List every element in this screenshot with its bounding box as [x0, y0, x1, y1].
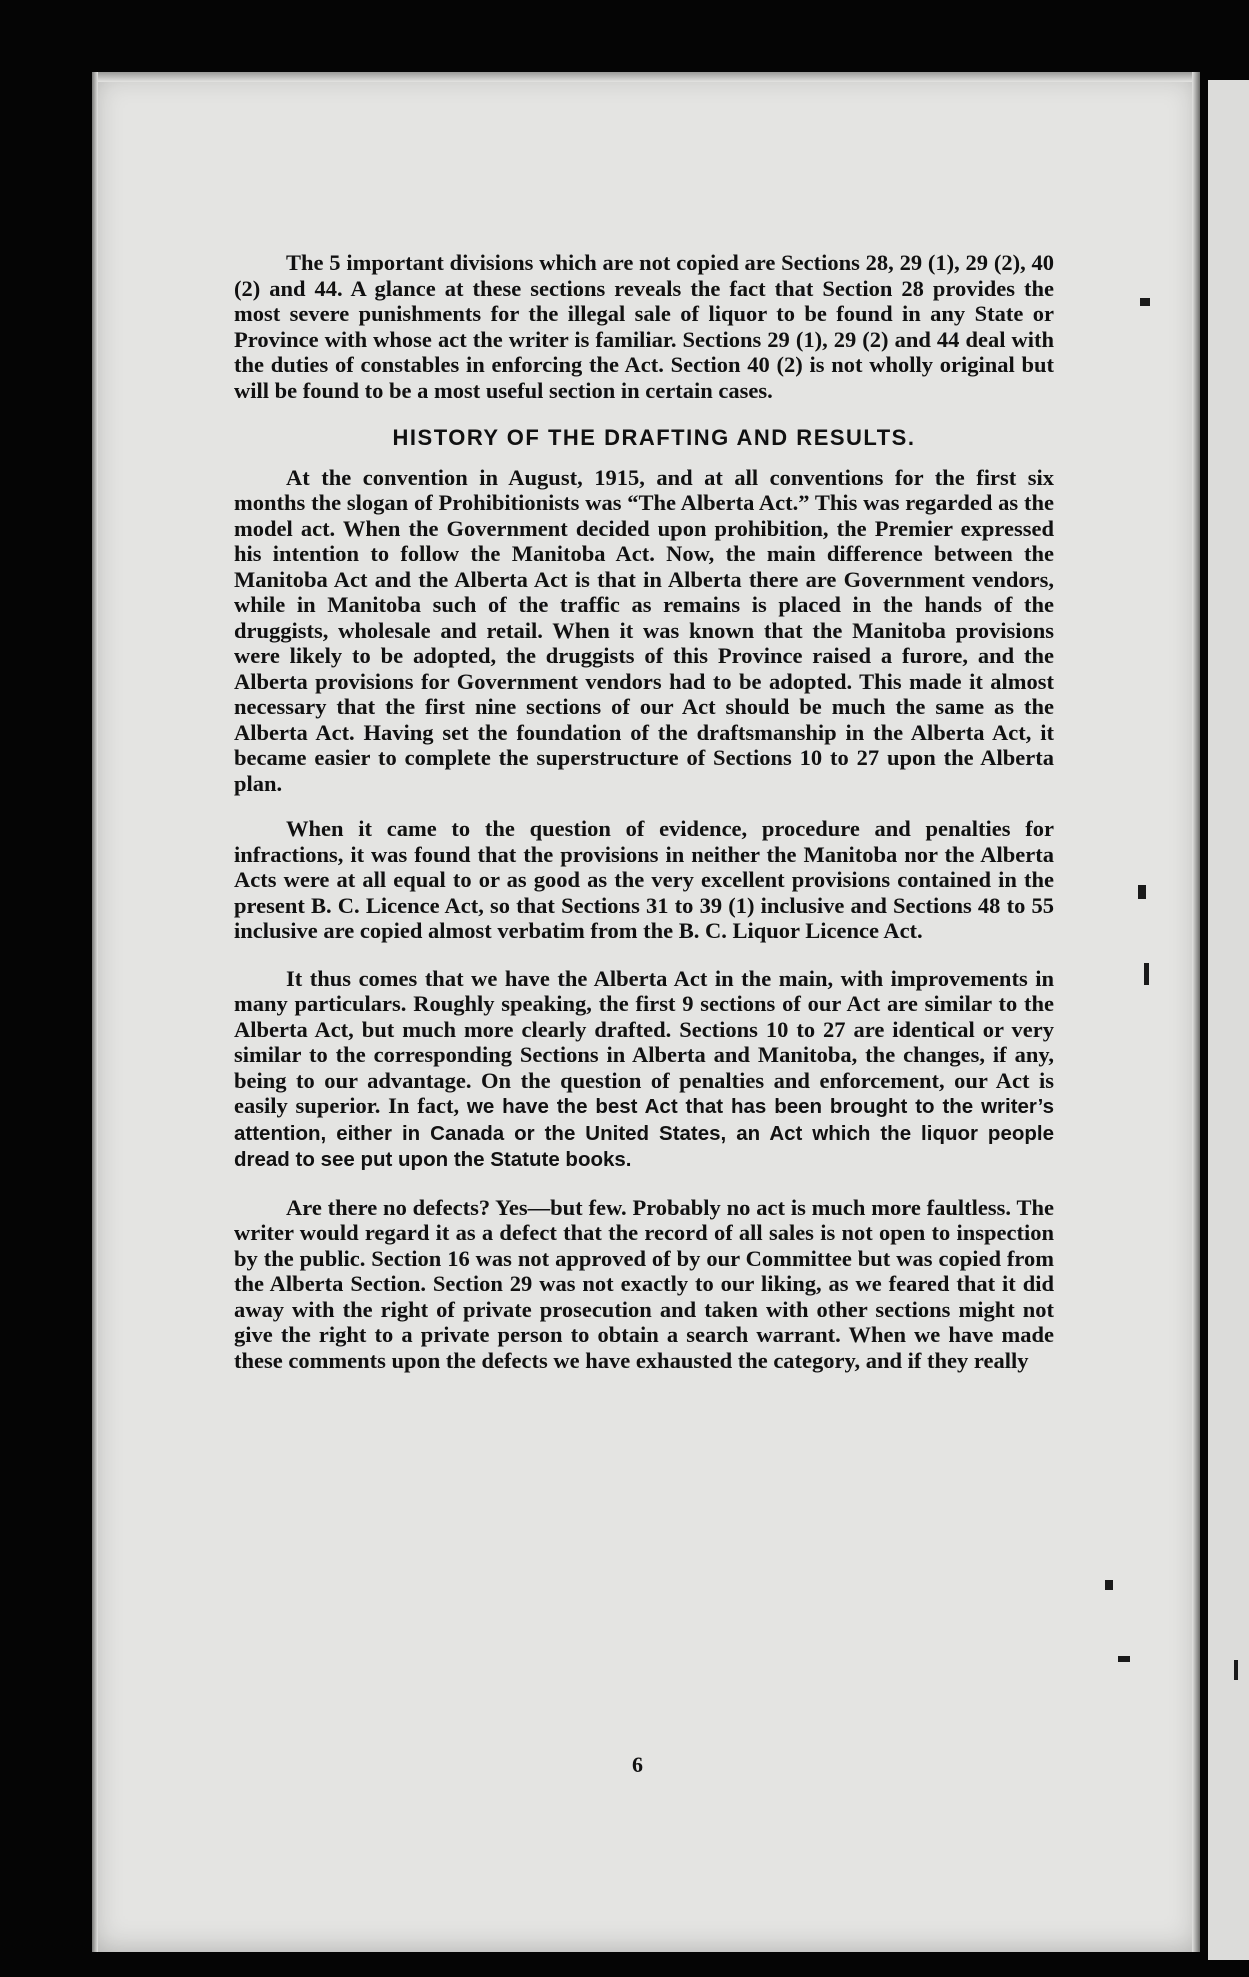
paragraph-improvements-text: It thus comes that we have the Alberta Act in the main, with improvements in many particulars. Roughly speaking, the first 9 sections of our Act are similar to the Alberta Act, but much more clearly drafted. Sections 10 to 27 are identical or very similar to the corresponding Sections in Alberta and Manitoba, the changes, if any, being to our advantage. On the question of penalties and enforcement, our Act is easily superior. In fact,	[234, 965, 1054, 1118]
page-number: 6	[632, 1752, 643, 1777]
paragraph-evidence-procedure: When it came to the question of evidence, procedure and penalties for infractions, it was found that the provisions in neither the Manitoba nor the Alberta Acts were at all equal to or as good as the very excellent provisions contained in the present B. C. Licence Act, so that Sections 31 to 39 (1) inclusive and Sections 48 to 55 inclusive are copied almost verbatim from the B. C. Liquor Licence Act.	[234, 816, 1054, 943]
adjacent-page-edge	[1208, 80, 1249, 1960]
paragraph-improvements	[234, 966, 1054, 1173]
section-heading: HISTORY OF THE DRAFTING AND RESULTS.	[392, 425, 916, 450]
page-top-shadow	[92, 72, 1200, 82]
paragraph-history: At the convention in August, 1915, and at all conventions for the first six months the slogan of Prohibitionists was “The Alberta Act.” This was regarded as the model act. When the Government decided upon prohibition, the Premier expressed his intention to follow the Manitoba Act. Now, the main difference between the Manitoba Act and the Alberta Act is that in Alberta there are Government vendors, while in Manitoba such of the traffic as remains is placed in the hands of the druggists, wholesale and retail. When it was known that the Manitoba provisions were likely to be adopted, the druggists of this Province raised a furore, and the Alberta provisions for Government vendors had to be adopted. This made it almost necessary that the first nine sections of our Act should be much the same as the Alberta Act. Having set the foundation of the draftsmanship in the Alberta Act, it became easier to complete the superstructure of Sections 10 to 27 upon the Alberta plan.	[234, 464, 1054, 796]
scan-speck	[1138, 885, 1146, 899]
scan-speck	[1118, 1656, 1130, 1662]
paragraph-sections-not-copied: The 5 important divisions which are not copied are Sections 28, 29 (1), 29 (2), 40 (2) and 44. A glance at these sections reveals the fact that Section 28 provides the most severe punishments for the illegal sale of liquor to be found in any State or Province with whose act the writer is familiar. Sections 29 (1), 29 (2) and 44 deal with the duties of constables in enforcing the Act. Section 40 (2) is not wholly original but will be found to be a most useful section in certain cases.	[234, 250, 1054, 403]
page-right-shadow	[1192, 72, 1200, 1952]
scan-speck	[1234, 1660, 1238, 1680]
scan-speck	[1144, 963, 1149, 985]
page-left-shadow	[92, 72, 98, 1952]
scan-speck	[1140, 298, 1150, 306]
scan-speck	[1105, 1580, 1113, 1590]
paragraph-improvements-emphasis: we have the best Act that has been brought to the writer’s attention, either in Canada or the United States, an Act which the liquor people dread to see put upon the Statute books.	[234, 1095, 1054, 1171]
document-body	[234, 250, 1054, 1395]
paragraph-defects: Are there no defects? Yes—but few. Probably no act is much more faultless. The writer would regard it as a defect that the record of all sales is not open to inspection by the public. Section 16 was not approved of by our Committee but was copied from the Alberta Section. Section 29 was not exactly to our liking, as we feared that it did away with the right of private prosecution and taken with other sections might not give the right to a private person to obtain a search warrant. When we have made these comments upon the defects we have exhausted the category, and if they really	[234, 1194, 1054, 1373]
